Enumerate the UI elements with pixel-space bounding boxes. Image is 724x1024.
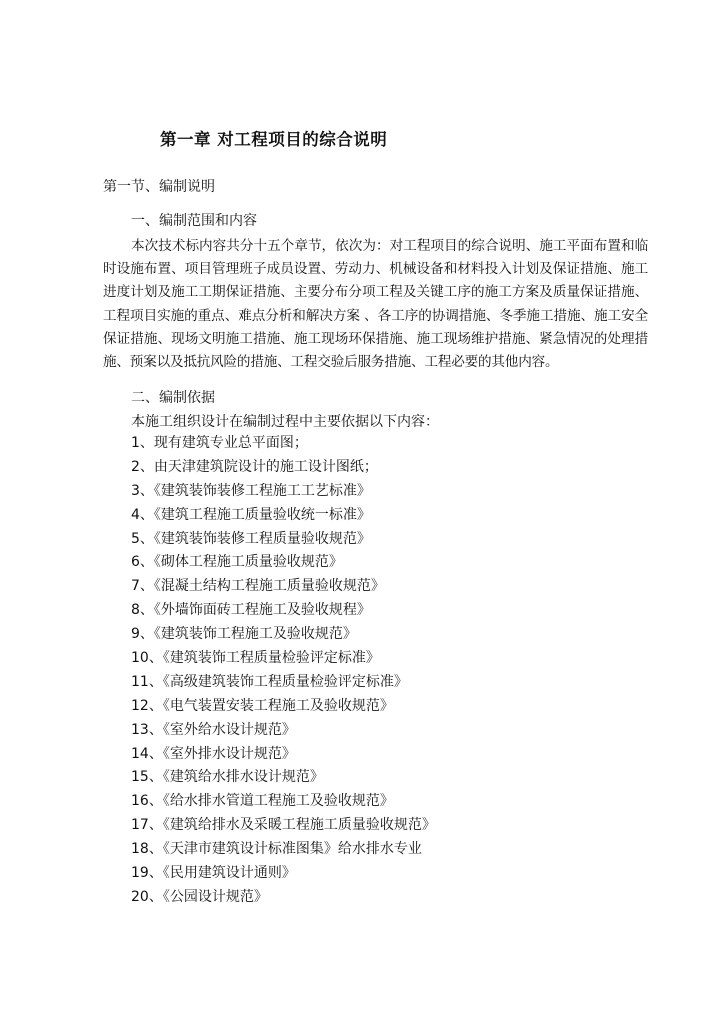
- list-item: 6、《砌体工程施工质量验收规范》: [131, 554, 343, 571]
- list-item: 20、《公园设计规范》: [131, 888, 268, 905]
- scope-paragraph: 本次技术标内容共分十五个章节，依次为：对工程项目的综合说明、施工平面布置和临时设施布置、项目管理班子成员设置、劳动力、机械设备和材料投入计划及保证措施、施工进度计划及施工工期保证措施、主要分布分项工程及关键工序的施工方案及质量保证措施、工程项目实施的重点、难点分析和解决方案 、各工序的协调措施、冬季施工措施、施工安全保证措施、现场文明施工措施、施工现场环保措施、施工现场维护措施、紧急情况的处理措施、预案以及抵抗风险的措施、工程交验后服务措施、工程必要的其他内容。: [103, 238, 648, 371]
- section-title: 第一节、编制说明: [103, 179, 215, 195]
- list-item: 4、《建筑工程施工质量验收统一标准》: [131, 506, 371, 523]
- list-item: 16、《给水排水管道工程施工及验收规范》: [131, 793, 394, 810]
- list-item: 2、由天津建筑院设计的施工设计图纸；: [131, 458, 378, 475]
- list-item: 15、《建筑给水排水设计规范》: [131, 769, 324, 786]
- list-item: 5、《建筑装饰装修工程质量验收规范》: [131, 530, 371, 547]
- list-item: 17、《建筑给排水及采暖工程施工质量验收规范》: [131, 817, 436, 834]
- list-item: 1、现有建筑专业总平面图；: [131, 435, 308, 451]
- subsection-basis-heading: 二、编制依据: [131, 390, 215, 406]
- list-item: 19、《民用建筑设计通则》: [131, 865, 296, 882]
- list-item: 9、《建筑装饰工程施工及验收规范》: [131, 626, 357, 643]
- list-item: 8、《外墙饰面砖工程施工及验收规程》: [131, 602, 371, 619]
- list-item: 10、《建筑装饰工程质量检验评定标准》: [131, 650, 380, 667]
- list-item: 13、《室外给水设计规范》: [131, 721, 296, 738]
- list-item: 3、《建筑装饰装修工程施工工艺标准》: [131, 482, 371, 499]
- chapter-title: 第一章 对工程项目的综合说明: [160, 130, 388, 149]
- list-item: 12、《电气装置安装工程施工及验收规范》: [131, 697, 394, 714]
- list-item: 14、《室外排水设计规范》: [131, 745, 296, 762]
- list-item: 11、《高级建筑装饰工程质量检验评定标准》: [131, 673, 408, 690]
- basis-intro: 本施工组织设计在编制过程中主要依据以下内容：: [131, 414, 439, 430]
- subsection-scope-heading: 一、编制范围和内容: [131, 213, 257, 229]
- list-item: 7、《混凝土结构工程施工质量验收规范》: [131, 578, 385, 595]
- reference-list: [131, 432, 436, 910]
- list-item: 18、《天津市建筑设计标准图集》给水排水专业: [131, 841, 422, 858]
